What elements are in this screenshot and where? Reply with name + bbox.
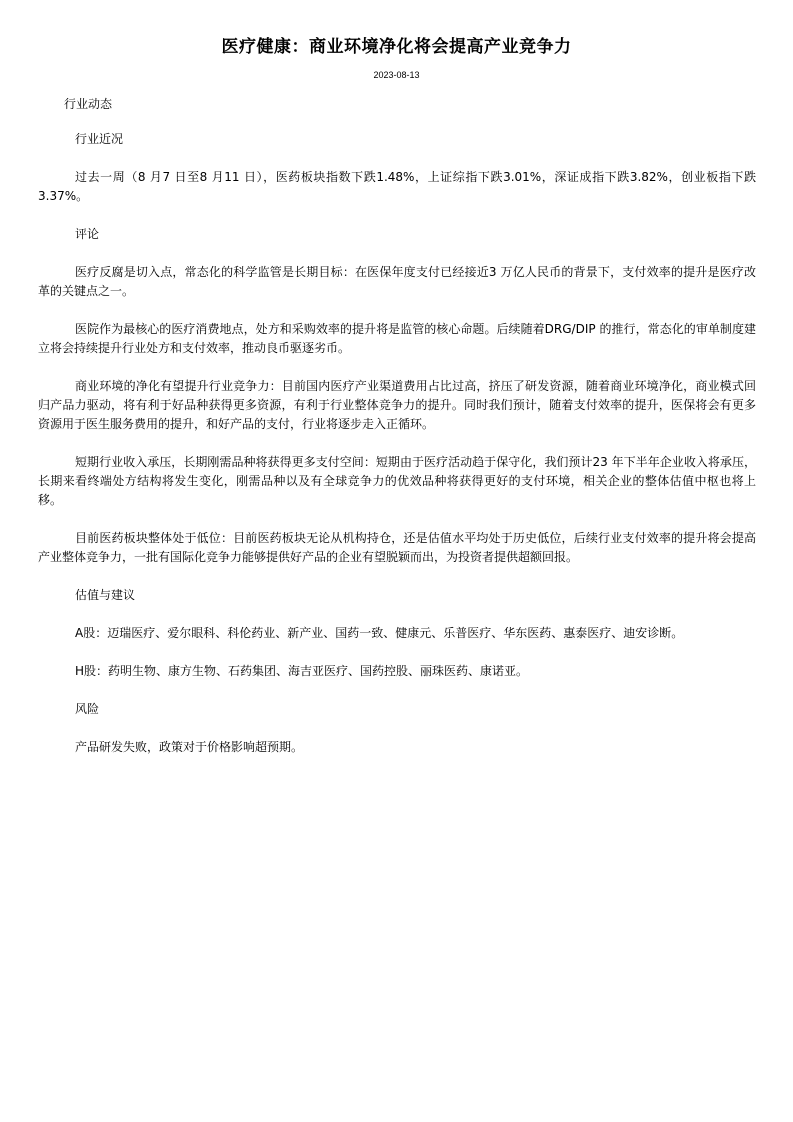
subheading-risk: 风险 bbox=[75, 702, 100, 716]
subheading-commentary: 评论 bbox=[75, 227, 100, 241]
subheading-industry-overview: 行业近况 bbox=[75, 132, 124, 146]
page-title: 医疗健康：商业环境净化将会提高产业竞争力 bbox=[221, 37, 572, 57]
paragraph-a-shares: A股：迈瑞医疗、爱尔眼科、科伦药业、新产业、国药一致、健康元、乐普医疗、华东医药、惠泰医疗、迪安诊断。 bbox=[75, 626, 684, 640]
section-label: 行业动态 bbox=[64, 97, 113, 111]
publish-date: 2023-08-13 bbox=[373, 70, 420, 80]
paragraph-weekly-performance: 过去一周（8 月7 日至8 月11 日），医药板块指数下跌1.48%，上证综指下跌3.01%，深证成指下跌3.82%，创业板指下跌3.37%。 bbox=[38, 170, 756, 203]
paragraph-h-shares: H股：药明生物、康方生物、石药集团、海吉亚医疗、国药控股、丽珠医药、康诺亚。 bbox=[75, 664, 529, 678]
paragraph-anti-corruption: 医疗反腐是切入点，常态化的科学监管是长期目标：在医保年度支付已经接近3 万亿人民币的背景下，支付效率的提升是医疗改革的关键点之一。 bbox=[38, 265, 756, 298]
paragraph-risk: 产品研发失败，政策对于价格影响超预期。 bbox=[75, 740, 304, 754]
subheading-valuation: 估值与建议 bbox=[75, 588, 136, 602]
article-body bbox=[38, 130, 756, 776]
paragraph-short-term-pressure: 短期行业收入承压，长期刚需品种将获得更多支付空间：短期由于医疗活动趋于保守化，我们预计23 年下半年企业收入将承压，长期来看终端处方结构将发生变化，刚需品种以及有全球竞争力的优效品种将获得更好的支付环境，相关企业的整体估值中枢也将上移。 bbox=[38, 455, 756, 507]
paragraph-business-environment: 商业环境的净化有望提升行业竞争力：目前国内医疗产业渠道费用占比过高，挤压了研发资源，随着商业环境净化，商业模式回归产品力驱动，将有利于好品种获得更多资源，有利于行业整体竞争力的提升。同时我们预计，随着支付效率的提升，医保将会有更多资源用于医生服务费用的提升，和好产品的支付，行业将逐步走入正循环。 bbox=[38, 379, 756, 431]
paragraph-hospital-efficiency: 医院作为最核心的医疗消费地点，处方和采购效率的提升将是监管的核心命题。后续随着DRG/DIP 的推行，常态化的审单制度建立将会持续提升行业处方和支付效率，推动良币驱逐劣币。 bbox=[38, 322, 756, 355]
paragraph-sector-low: 目前医药板块整体处于低位：目前医药板块无论从机构持仓，还是估值水平均处于历史低位，后续行业支付效率的提升将会提高产业整体竞争力，一批有国际化竞争力能够提供好产品的企业有望脱颖而出，为投资者提供超额回报。 bbox=[38, 531, 756, 564]
